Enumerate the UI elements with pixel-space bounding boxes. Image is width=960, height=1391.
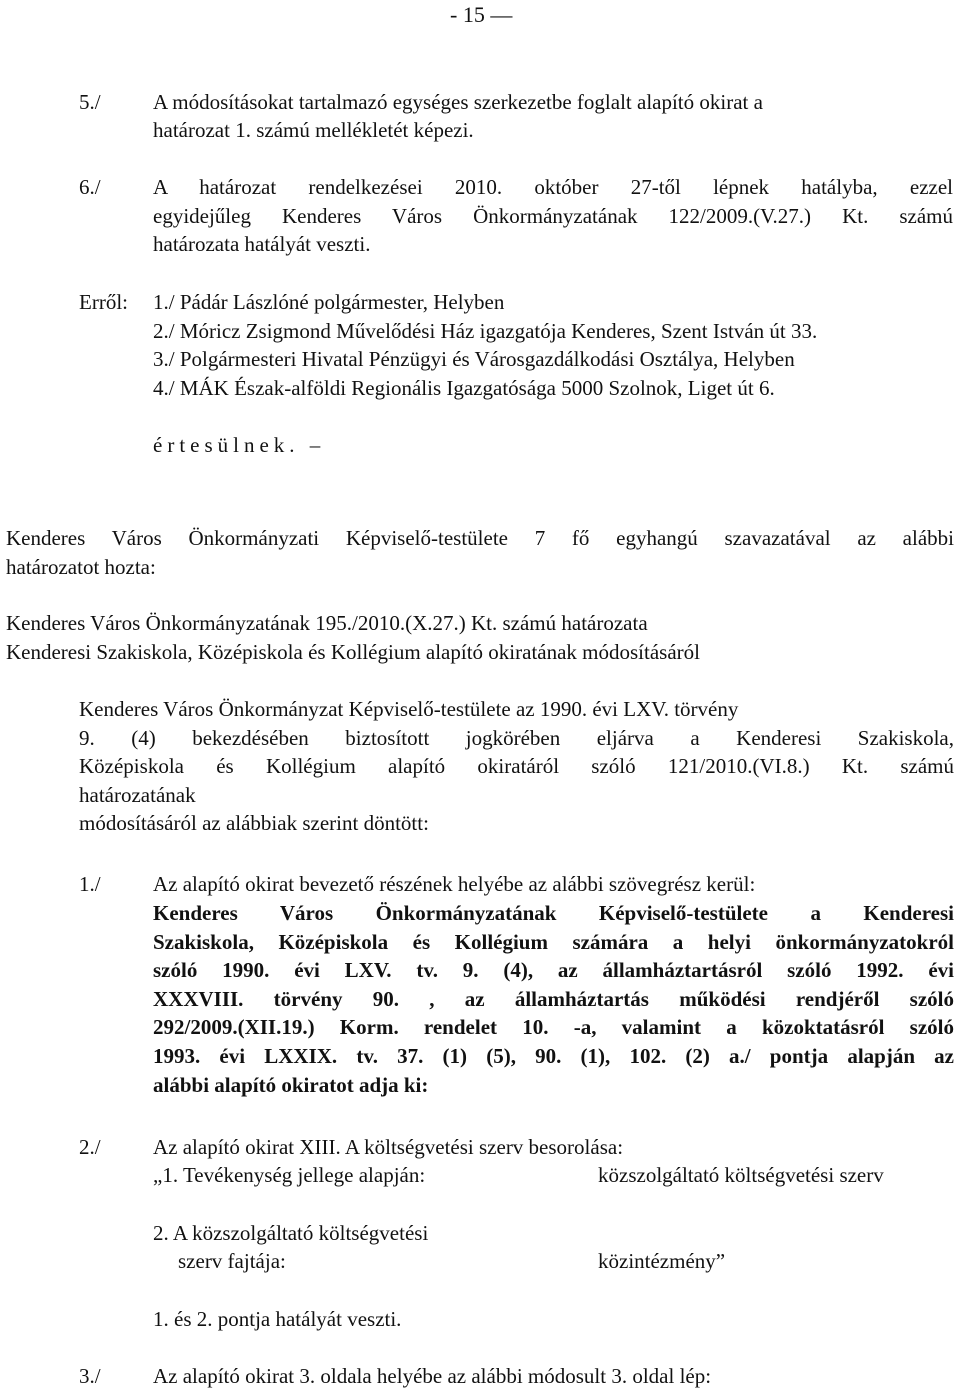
item-5-line-1: A módosításokat tartalmazó egységes szerkezetbe foglalt alapító okirat a [153, 90, 763, 114]
point-2-closing: 1. és 2. pontja hatályát veszti. [153, 1307, 402, 1331]
item-5-line-2: határozat 1. számú mellékletét képezi. [153, 118, 474, 142]
point-2-row-1-label: „1. Tevékenység jellege alapján: [153, 1163, 426, 1187]
point-2-row-2-value: közintézmény” [598, 1249, 726, 1273]
preamble-line-4: határozatának [79, 783, 196, 807]
point-2-row-1-value: közszolgáltató költségvetési szerv [598, 1163, 884, 1187]
point-1-number: 1./ [79, 872, 101, 896]
resolution-title-1: Kenderes Város Önkormányzatának 195./2010.(X.27.) Kt. számú határozata [6, 611, 648, 635]
recipient-2: 2./ Móricz Zsigmond Művelődési Ház igazgatója Kenderes, Szent István út 33. [153, 319, 818, 343]
point-1-bold-line-2: Szakiskola, Középiskola és Kollégium számára a helyi önkormányzatokról [153, 930, 954, 954]
item-5-number: 5./ [79, 90, 101, 114]
point-1-bold-line-4: XXXVIII. törvény 90. , az államháztartás működési rendjéről szóló [153, 987, 954, 1011]
page-number: - 15 — [450, 2, 513, 27]
recipient-3: 3./ Polgármesteri Hivatal Pénzügyi és Városgazdálkodási Osztálya, Helyben [153, 347, 795, 371]
point-2-lead: Az alapító okirat XIII. A költségvetési szerv besorolása: [153, 1135, 624, 1159]
intro-line-2: határozatot hozta: [6, 555, 156, 579]
item-6-line-1: A határozat rendelkezései 2010. október 27-től lépnek hatályba, ezzel [153, 175, 953, 199]
point-3-number: 3./ [79, 1364, 101, 1388]
recipient-1: 1./ Pádár Lászlóné polgármester, Helyben [153, 290, 505, 314]
point-1-lead: Az alapító okirat bevezető részének helyébe az alábbi szövegrész kerül: [153, 872, 756, 896]
preamble-line-2: 9. (4) bekezdésében biztosított jogkörében eljárva a Kenderesi Szakiskola, [79, 726, 954, 750]
point-2-row-2-label-1: 2. A közszolgáltató költségvetési [153, 1221, 429, 1245]
point-2-number: 2./ [79, 1135, 101, 1159]
point-1-bold-line-5: 292/2009.(XII.19.) Korm. rendelet 10. -a, valamint a közoktatásról szóló [153, 1015, 954, 1039]
point-1-bold-line-7: alábbi alapító okiratot adja ki: [153, 1073, 429, 1097]
item-6-number: 6./ [79, 175, 101, 199]
recipient-4: 4./ MÁK Észak-alföldi Regionális Igazgatósága 5000 Szolnok, Liget út 6. [153, 376, 775, 400]
preamble-line-5: módosításáról az alábbiak szerint döntött: [79, 811, 429, 835]
intro-line-1: Kenderes Város Önkormányzati Képviselő-testülete 7 fő egyhangú szavazatával az alábbi [6, 526, 954, 550]
errol-label: Erről: [79, 290, 128, 314]
point-1-bold-line-1: Kenderes Város Önkormányzatának Képviselő-testülete a Kenderesi [153, 901, 954, 925]
preamble-line-3: Középiskola és Kollégium alapító okiratáról szóló 121/2010.(VI.8.) Kt. számú [79, 754, 954, 778]
ertesulnek-text: értesülnek. – [153, 433, 326, 457]
point-1-bold-line-3: szóló 1990. évi LXV. tv. 9. (4), az államháztartásról szóló 1992. évi [153, 958, 954, 982]
point-3-lead: Az alapító okirat 3. oldala helyébe az alábbi módosult 3. oldal lép: [153, 1364, 712, 1388]
preamble-line-1: Kenderes Város Önkormányzat Képviselő-testülete az 1990. évi LXV. törvény [79, 697, 739, 721]
item-6-line-3: határozata hatályát veszti. [153, 232, 371, 256]
point-2-row-2-label-2: szerv fajtája: [178, 1249, 286, 1273]
point-1-bold-line-6: 1993. évi LXXIX. tv. 37. (1) (5), 90. (1), 102. (2) a./ pontja alapján az [153, 1044, 954, 1068]
resolution-title-2: Kenderesi Szakiskola, Középiskola és Kollégium alapító okiratának módosításáról [6, 640, 700, 664]
item-6-line-2: egyidejűleg Kenderes Város Önkormányzatának 122/2009.(V.27.) Kt. számú [153, 204, 953, 228]
